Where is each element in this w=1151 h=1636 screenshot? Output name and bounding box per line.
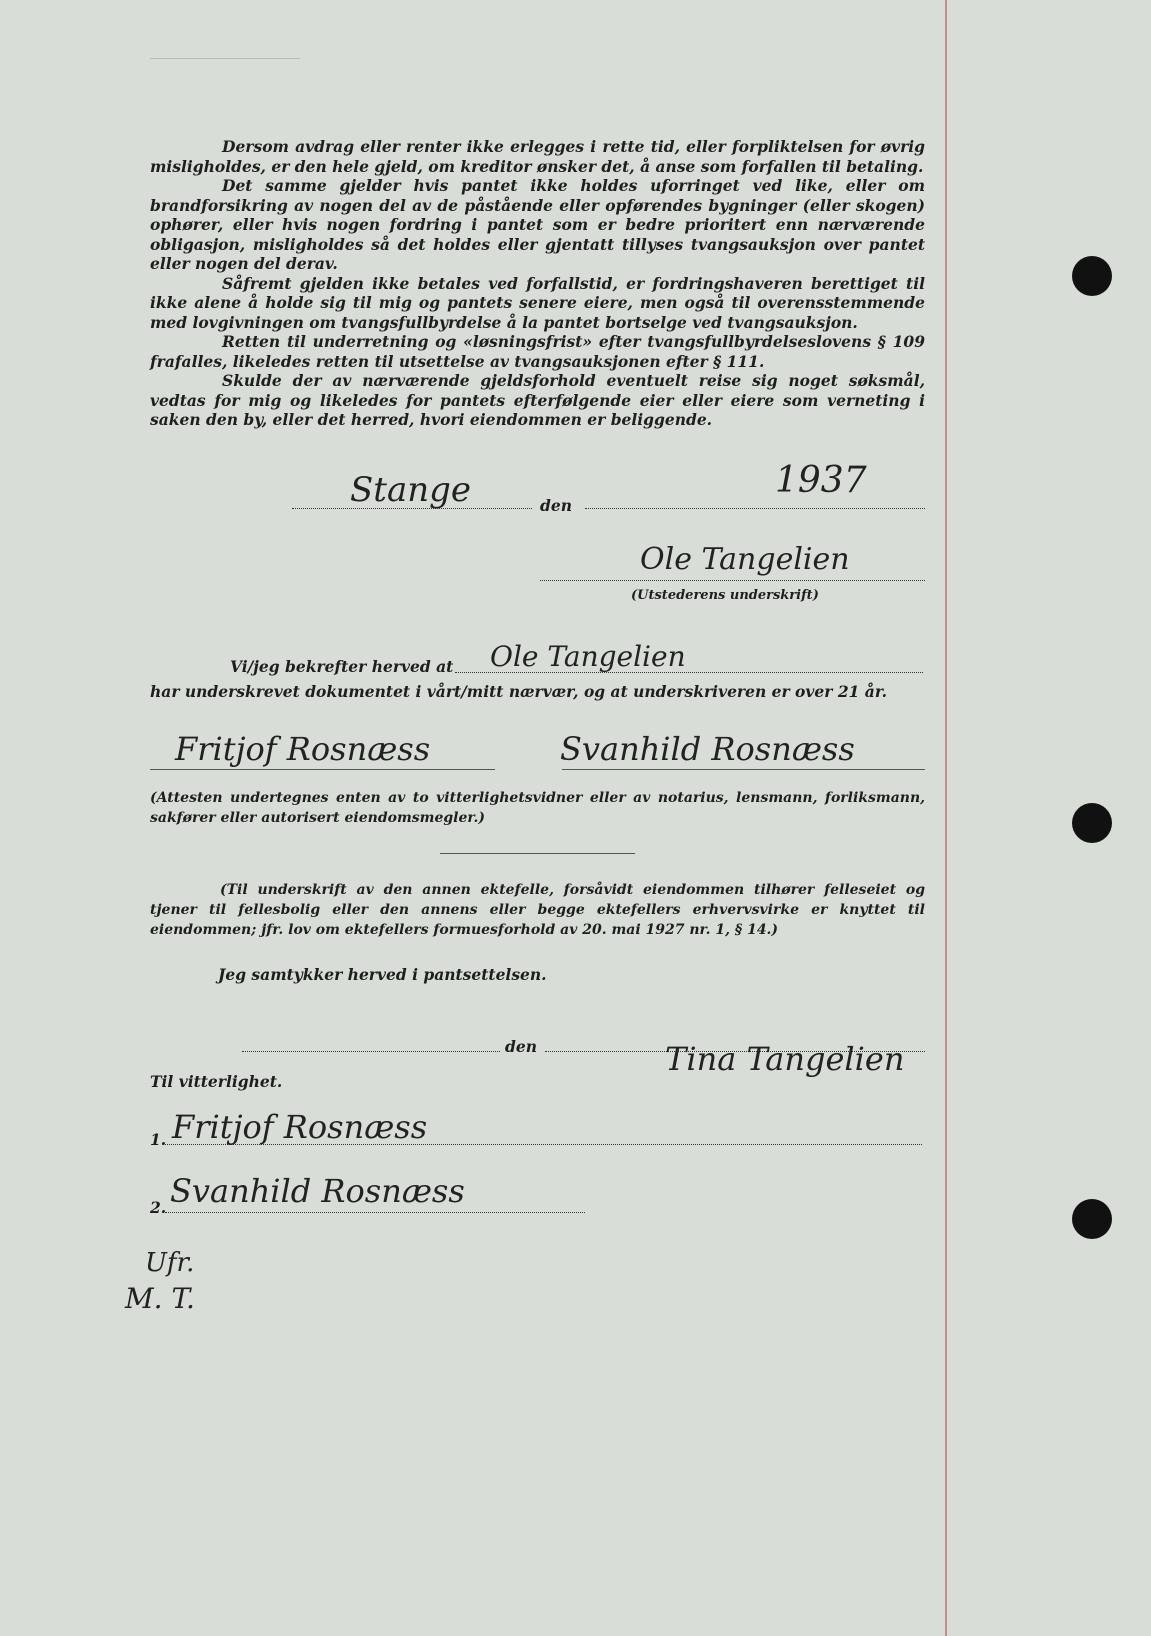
witness-number: 2. bbox=[150, 1198, 167, 1217]
margin-note-line1: Ufr. bbox=[145, 1248, 195, 1278]
witness1-signature: Fritjof Rosnæss bbox=[175, 730, 431, 768]
witness2-line bbox=[562, 769, 925, 770]
spouse-note: (Til underskrift av den annen ektefelle, forsåvidt eiendommen tilhører felleseiet og tjener til fellesbolig eller den annens eller begge ektefellers erhvervsvirke er knyttet til eiendommen; jfr. lov om ektefellers formuesforhold av 20. mai 1927 nr. 1, § 14.) bbox=[150, 882, 925, 938]
margin-note-line2: M. T. bbox=[125, 1282, 195, 1315]
red-margin-line bbox=[945, 0, 947, 1636]
attestation-line2: har underskrevet dokumentet i vårt/mitt nærvær, og at underskriveren er over 21 år. bbox=[150, 682, 887, 701]
clause-paragraph: Dersom avdrag eller renter ikke erlegges i rette tid, eller forpliktelsen for øvrig misligholdes, er den hele gjeld, om kreditor ønsker det, å anse som forfallen til betaling. bbox=[150, 137, 925, 176]
den-label: den bbox=[540, 496, 572, 515]
witness-number: 1. bbox=[150, 1130, 167, 1149]
issuer-signature: Ole Tangelien bbox=[640, 542, 850, 577]
witness-sig2-line bbox=[165, 1212, 585, 1213]
spouse-consent: Jeg samtykker herved i pantsettelsen. bbox=[218, 965, 547, 984]
punch-hole-icon bbox=[1072, 803, 1112, 843]
witness-sig2: Svanhild Rosnæss bbox=[170, 1172, 465, 1210]
separator-line bbox=[440, 853, 635, 854]
witness-sig1: Fritjof Rosnæss bbox=[172, 1108, 428, 1146]
witness1-line bbox=[150, 769, 495, 770]
clauses-block bbox=[150, 137, 925, 430]
place-handwritten: Stange bbox=[350, 470, 472, 510]
spouse-signature: Tina Tangelien bbox=[665, 1040, 905, 1078]
attestation-name-handwritten: Ole Tangelien bbox=[490, 640, 686, 673]
punch-hole-icon bbox=[1072, 1199, 1112, 1239]
issuer-dotted-line bbox=[540, 580, 925, 581]
attestation-note: (Attesten undertegnes enten av to vitterlighetsvidner eller av notarius, lensmann, forliksmann, sakfører eller autorisert eiendomsmegler.) bbox=[150, 790, 925, 826]
issuer-caption: (Utstederens underskrift) bbox=[631, 588, 819, 603]
clause-paragraph: Det samme gjelder hvis pantet ikke holdes uforringet ved like, eller om brandforsikring av nogen del av de påstående eller opførendes bygninger (eller skogen) ophører, eller hvis nogen fordring i pantet som er bedre prioritert enn nærværende obligasjon, misligholdes så det holdes eller gjentatt tillyses tvangsauksjon over pantet eller nogen del derav. bbox=[150, 176, 925, 273]
attestation-prefix: Vi/jeg bekrefter herved at bbox=[230, 657, 454, 676]
date-dotted-line bbox=[585, 508, 925, 509]
faint-header-line bbox=[150, 58, 300, 59]
clause-paragraph: Skulde der av nærværende gjeldsforhold eventuelt reise sig noget søksmål, vedtas for mig og likeledes for pantets efterfølgende eier eller eiere som verneting i saken den by, eller det herred, hvori eiendommen er beliggende. bbox=[150, 371, 925, 429]
punch-hole-icon bbox=[1072, 256, 1112, 296]
witness2-signature: Svanhild Rosnæss bbox=[560, 730, 855, 768]
year-handwritten: 1937 bbox=[775, 460, 867, 501]
spouse-place-dotted-line bbox=[242, 1051, 500, 1052]
spouse-den-label: den bbox=[505, 1037, 537, 1056]
clause-paragraph: Retten til underretning og «løsningsfrist» efter tvangsfullbyrdelseslovens § 109 frafalles, likeledes retten til utsettelse av tvangsauksjonen efter § 111. bbox=[150, 332, 925, 371]
witnesses-heading: Til vitterlighet. bbox=[150, 1072, 283, 1091]
clause-paragraph: Såfremt gjelden ikke betales ved forfallstid, er fordringshaveren berettiget til ikke alene å holde sig til mig og pantets senere eiere, men også til overensstemmende med lovgivningen om tvangsfullbyrdelse å la pantet bortselge ved tvangsauksjon. bbox=[150, 273, 925, 332]
